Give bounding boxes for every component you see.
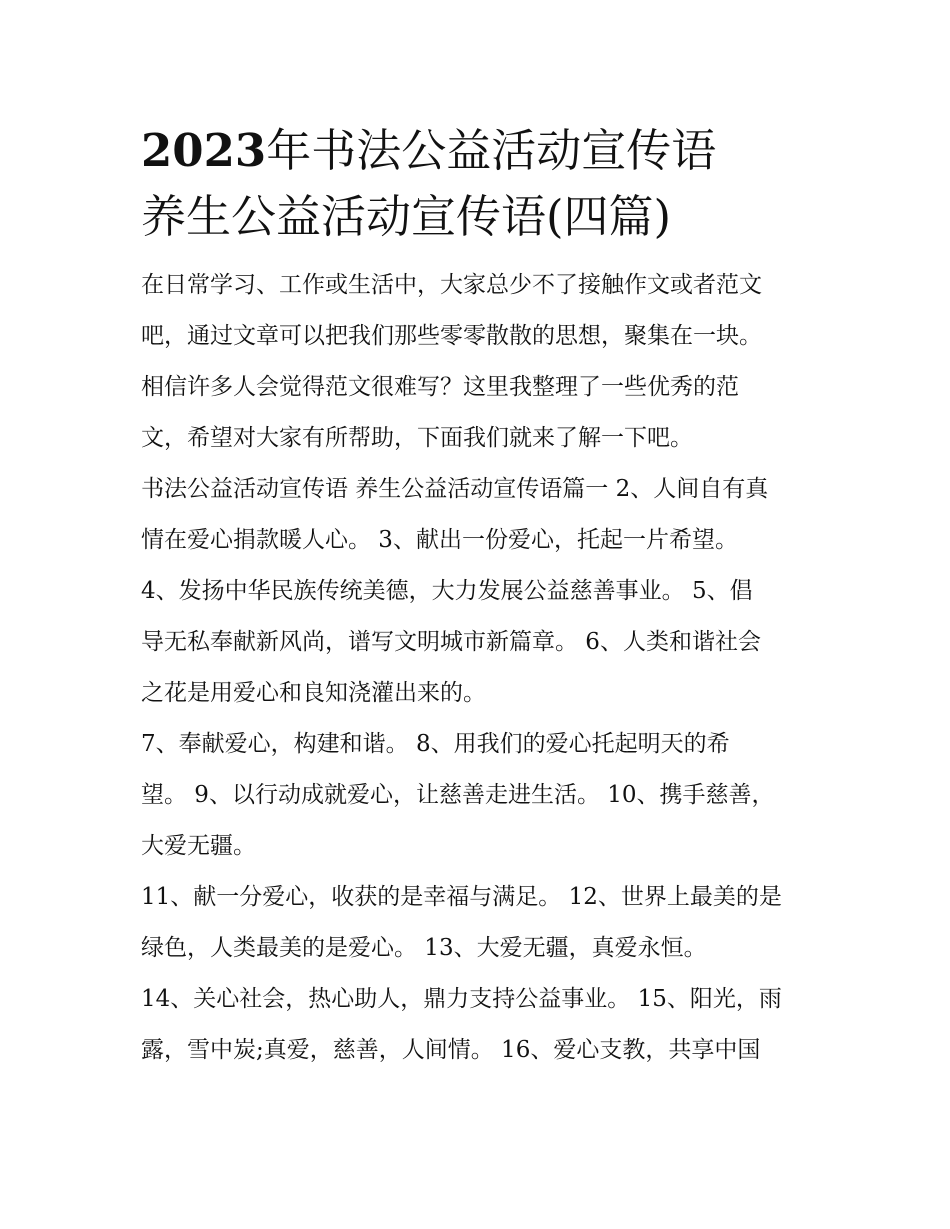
body-line: 露，雪中炭;真爱，慈善，人间情。 16、爱心支教，共享中国	[141, 1037, 761, 1063]
body-line: 望。 9、以行动成就爱心，让慈善走进生活。 10、携手慈善，	[141, 782, 775, 808]
body-line: 11、献一分爱心，收获的是幸福与满足。 12、世界上最美的是	[141, 884, 782, 910]
title-line-2: 养生公益活动宣传语(四篇)	[141, 190, 672, 243]
body-line: 文，希望对大家有所帮助，下面我们就来了解一下吧。	[141, 425, 693, 451]
document-title	[141, 118, 821, 250]
title-year: 2023	[141, 124, 267, 177]
document-page	[141, 118, 821, 1076]
body-line: 之花是用爱心和良知浇灌出来的。	[141, 680, 486, 706]
body-line: 书法公益活动宣传语 养生公益活动宣传语篇一 2、人间自有真	[141, 476, 769, 502]
body-line: 相信许多人会觉得范文很难写？这里我整理了一些优秀的范	[141, 374, 739, 400]
body-line: 大爱无疆。	[141, 833, 256, 859]
body-line: 4、发扬中华民族传统美德，大力发展公益慈善事业。 5、倡	[141, 578, 753, 604]
body-line: 7、奉献爱心，构建和谐。 8、用我们的爱心托起明天的希	[141, 731, 730, 757]
document-body	[141, 260, 821, 1076]
body-line: 导无私奉献新风尚，谱写文明城市新篇章。 6、人类和谐社会	[141, 629, 761, 655]
body-line: 吧，通过文章可以把我们那些零零散散的思想，聚集在一块。	[141, 323, 762, 349]
body-line: 绿色，人类最美的是爱心。 13、大爱无疆，真爱永恒。	[141, 935, 707, 961]
body-line: 14、关心社会，热心助人，鼎力支持公益事业。 15、阳光，雨	[141, 986, 782, 1012]
body-line: 情在爱心捐款暖人心。 3、献出一份爱心，托起一片希望。	[141, 527, 738, 553]
body-line: 在日常学习、工作或生活中，大家总少不了接触作文或者范文	[141, 272, 762, 298]
title-line-1-text: 年书法公益活动宣传语	[266, 124, 717, 177]
title-line-1	[141, 118, 821, 184]
